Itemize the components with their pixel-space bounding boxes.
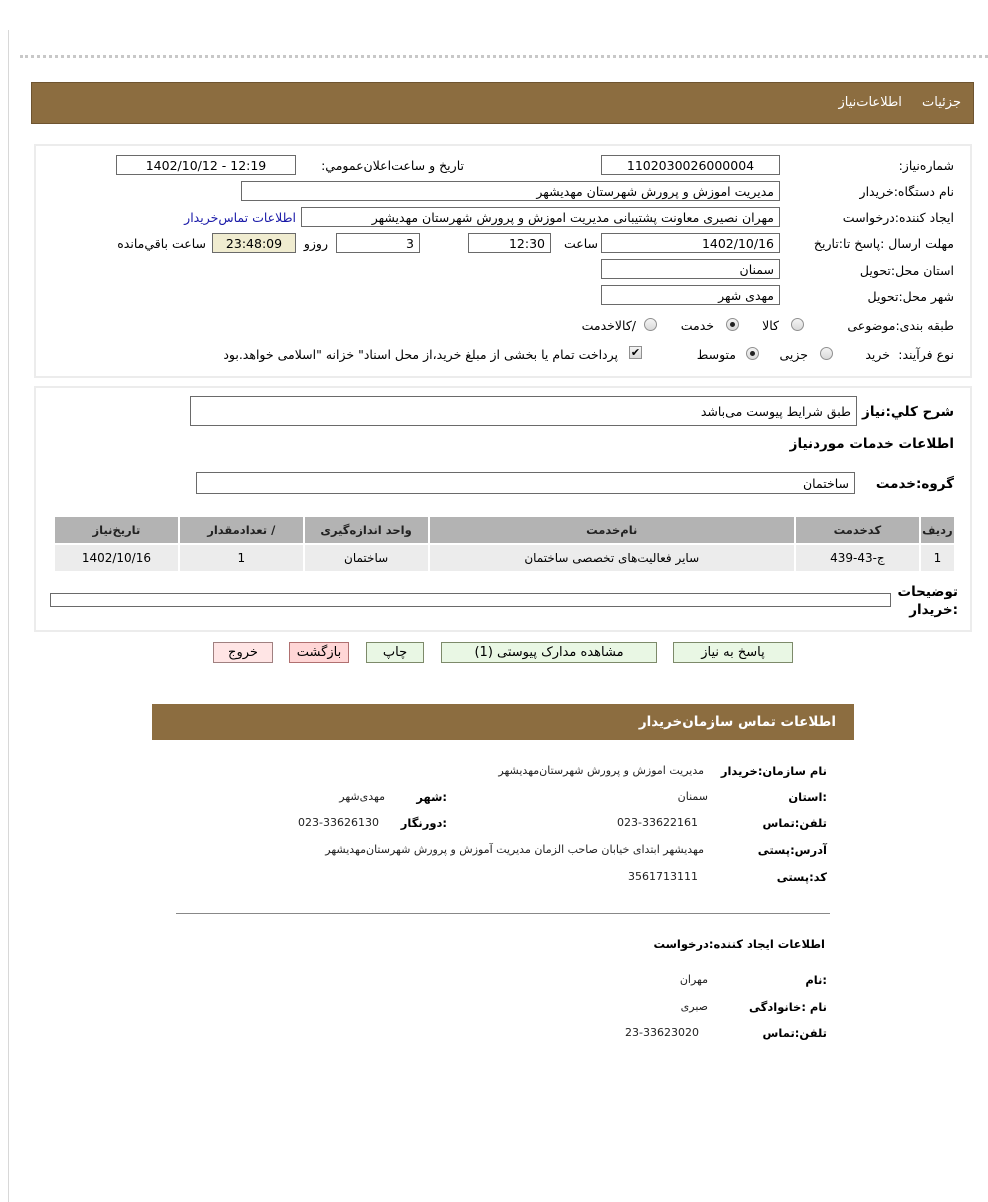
deadline-time-label: ساعت [563,236,598,251]
creator-phone-value: 23-33623020 [625,1026,699,1039]
province-label: استان محل:تحویل [859,263,954,278]
cell-service-code: ج-43-439 [796,545,919,571]
service-group-label: گروه:خدمت [875,476,954,492]
contact-city-label: :شهر [416,790,447,804]
contact-org-label: نام سازمان:خریدار [720,764,827,778]
process-label: نوع فرآیند: [898,347,954,362]
col-service-name: نام‌خدمت [430,517,794,543]
col-service-code: کدخدمت [796,517,919,543]
services-table-wrap [53,515,956,573]
process-buy-label: خرید [865,347,890,362]
header-bar [31,82,974,124]
process-minor-radio[interactable] [820,347,833,360]
col-row: ردیف [921,517,954,543]
creator-label: ایجاد کننده:درخواست [842,210,954,225]
contact-city-value: مهدی‌شهر [339,790,385,803]
contact-fax-label: :دورنگار [400,816,447,830]
contact-phone-value: 023-33622161 [617,816,698,829]
tab-details[interactable]: جزئیات [922,95,961,110]
summary-field: طبق شرایط پیوست می‌باشد [190,396,857,426]
col-quantity: / تعدادمقدار [180,517,303,543]
process-medium-label: متوسط [696,347,736,362]
buyer-contact-link[interactable]: اطلاعات تماس‌خریدار [184,210,296,225]
buyer-notes-label-2: :خریدار [909,602,958,618]
creator-family-value: صبری [680,1000,708,1013]
contact-address-label: آدرس:پستی [757,843,827,857]
deadline-time-field: 12:30 [468,233,551,253]
category-label: طبقه بندی:موضوعی [847,318,954,333]
contact-org-value: مدیریت اموزش و پرورش شهرستان‌مهدیشهر [498,764,704,777]
contact-phone-label: تلفن:تماس [762,816,827,830]
contact-province-label: :استان [788,790,827,804]
process-medium-radio[interactable] [746,347,759,360]
buyer-org-field: مدیریت اموزش و پرورش شهرستان مهدیشهر [241,181,780,201]
col-unit: واحد اندازه‌گیری [305,517,428,543]
summary-label: شرح کلي:نیاز [862,404,954,420]
treasury-payment-checkbox[interactable]: ✔ [630,346,641,359]
category-goods-radio[interactable] [791,318,804,331]
exit-button[interactable]: خروج [213,642,273,663]
city-field: مهدی شهر [601,285,780,305]
deadline-date-field: 1402/10/16 [601,233,780,253]
creator-name-label: :نام [805,973,827,987]
need-info-panel [34,144,972,378]
cell-row: 1 [921,545,954,571]
services-table [53,515,956,573]
reply-button[interactable]: پاسخ به نیاز [673,642,793,663]
table-row [55,545,954,571]
treasury-payment-note: پرداخت تمام یا بخشی از مبلغ خرید،از محل اسناد" خزانه "اسلامی خواهد.بود [223,347,618,362]
announce-field: 1402/10/12 - 12:19 [116,155,296,175]
contact-address-value: مهدیشهر ابتدای خیابان صاحب الزمان مدیریت آموزش و پرورش شهرستان‌مهدیشهر [325,843,704,856]
deadline-label: مهلت ارسال :پاسخ تا:تاریخ [813,236,954,251]
services-heading: اطلاعات خدمات مورد‌نیاز [789,436,954,452]
creator-family-label: نام :خانوادگی [749,1000,827,1014]
remaining-label: ساعت باقي‌مانده [117,236,206,251]
buyer-org-label: نام دستگاه:خریدار [859,184,954,199]
service-group-field: ساختمان [196,472,855,494]
days-field: 3 [336,233,420,253]
tab-need-info[interactable]: اطلاعات‌نیاز [838,95,902,110]
cell-service-name: سایر فعالیت‌های تخصصی ساختمان [430,545,794,571]
category-goods-service-label: /کالاخدمت [581,318,636,333]
col-need-date: تاریخ‌نیاز [55,517,178,543]
creator-heading: اطلاعات ایجاد کننده:درخواست [653,937,825,951]
category-goods-label: کالا [762,318,779,333]
category-service-label: خدمت [680,318,714,333]
process-minor-label: جزیی [779,347,808,362]
announce-label: تاریخ و ساعت‌اعلان‌عمومي: [321,158,464,173]
city-label: شهر محل:تحویل [867,289,954,304]
buyer-notes-field [50,593,891,607]
buyer-notes-label-1: توضیحات [897,584,958,600]
need-number-label: شماره‌نیاز: [898,158,954,173]
contact-bar: اطلاعات تماس سازمان‌خریدار [152,704,854,740]
table-header-row [55,517,954,543]
contact-fax-value: 023-33626130 [298,816,379,829]
contact-postal-value: 3561713111 [628,870,698,883]
view-documents-button[interactable]: مشاهده مدارک پیوستی (1) [441,642,657,663]
province-field: سمنان [601,259,780,279]
creator-field: مهران نصیری معاونت پشتیبانی مدیریت اموزش و پرورش شهرستان مهدیشهر [301,207,780,227]
days-label: روزو [303,236,328,251]
cell-unit: ساختمان [305,545,428,571]
creator-phone-label: تلفن:تماس [762,1026,827,1040]
cell-quantity: 1 [180,545,303,571]
category-goods-service-radio[interactable] [644,318,657,331]
remaining-time-field: 23:48:09 [212,233,296,253]
contact-postal-label: کد:پستی [776,870,827,884]
dotted-divider [20,55,988,58]
need-number-field: 1102030026000004 [601,155,780,175]
back-button[interactable]: بازگشت [289,642,349,663]
cell-need-date: 1402/10/16 [55,545,178,571]
section-divider [176,913,830,914]
creator-name-value: مهران [679,973,708,986]
print-button[interactable]: چاپ [366,642,424,663]
category-service-radio[interactable] [726,318,739,331]
page-left-border [8,30,9,1202]
contact-province-value: سمنان [677,790,708,803]
